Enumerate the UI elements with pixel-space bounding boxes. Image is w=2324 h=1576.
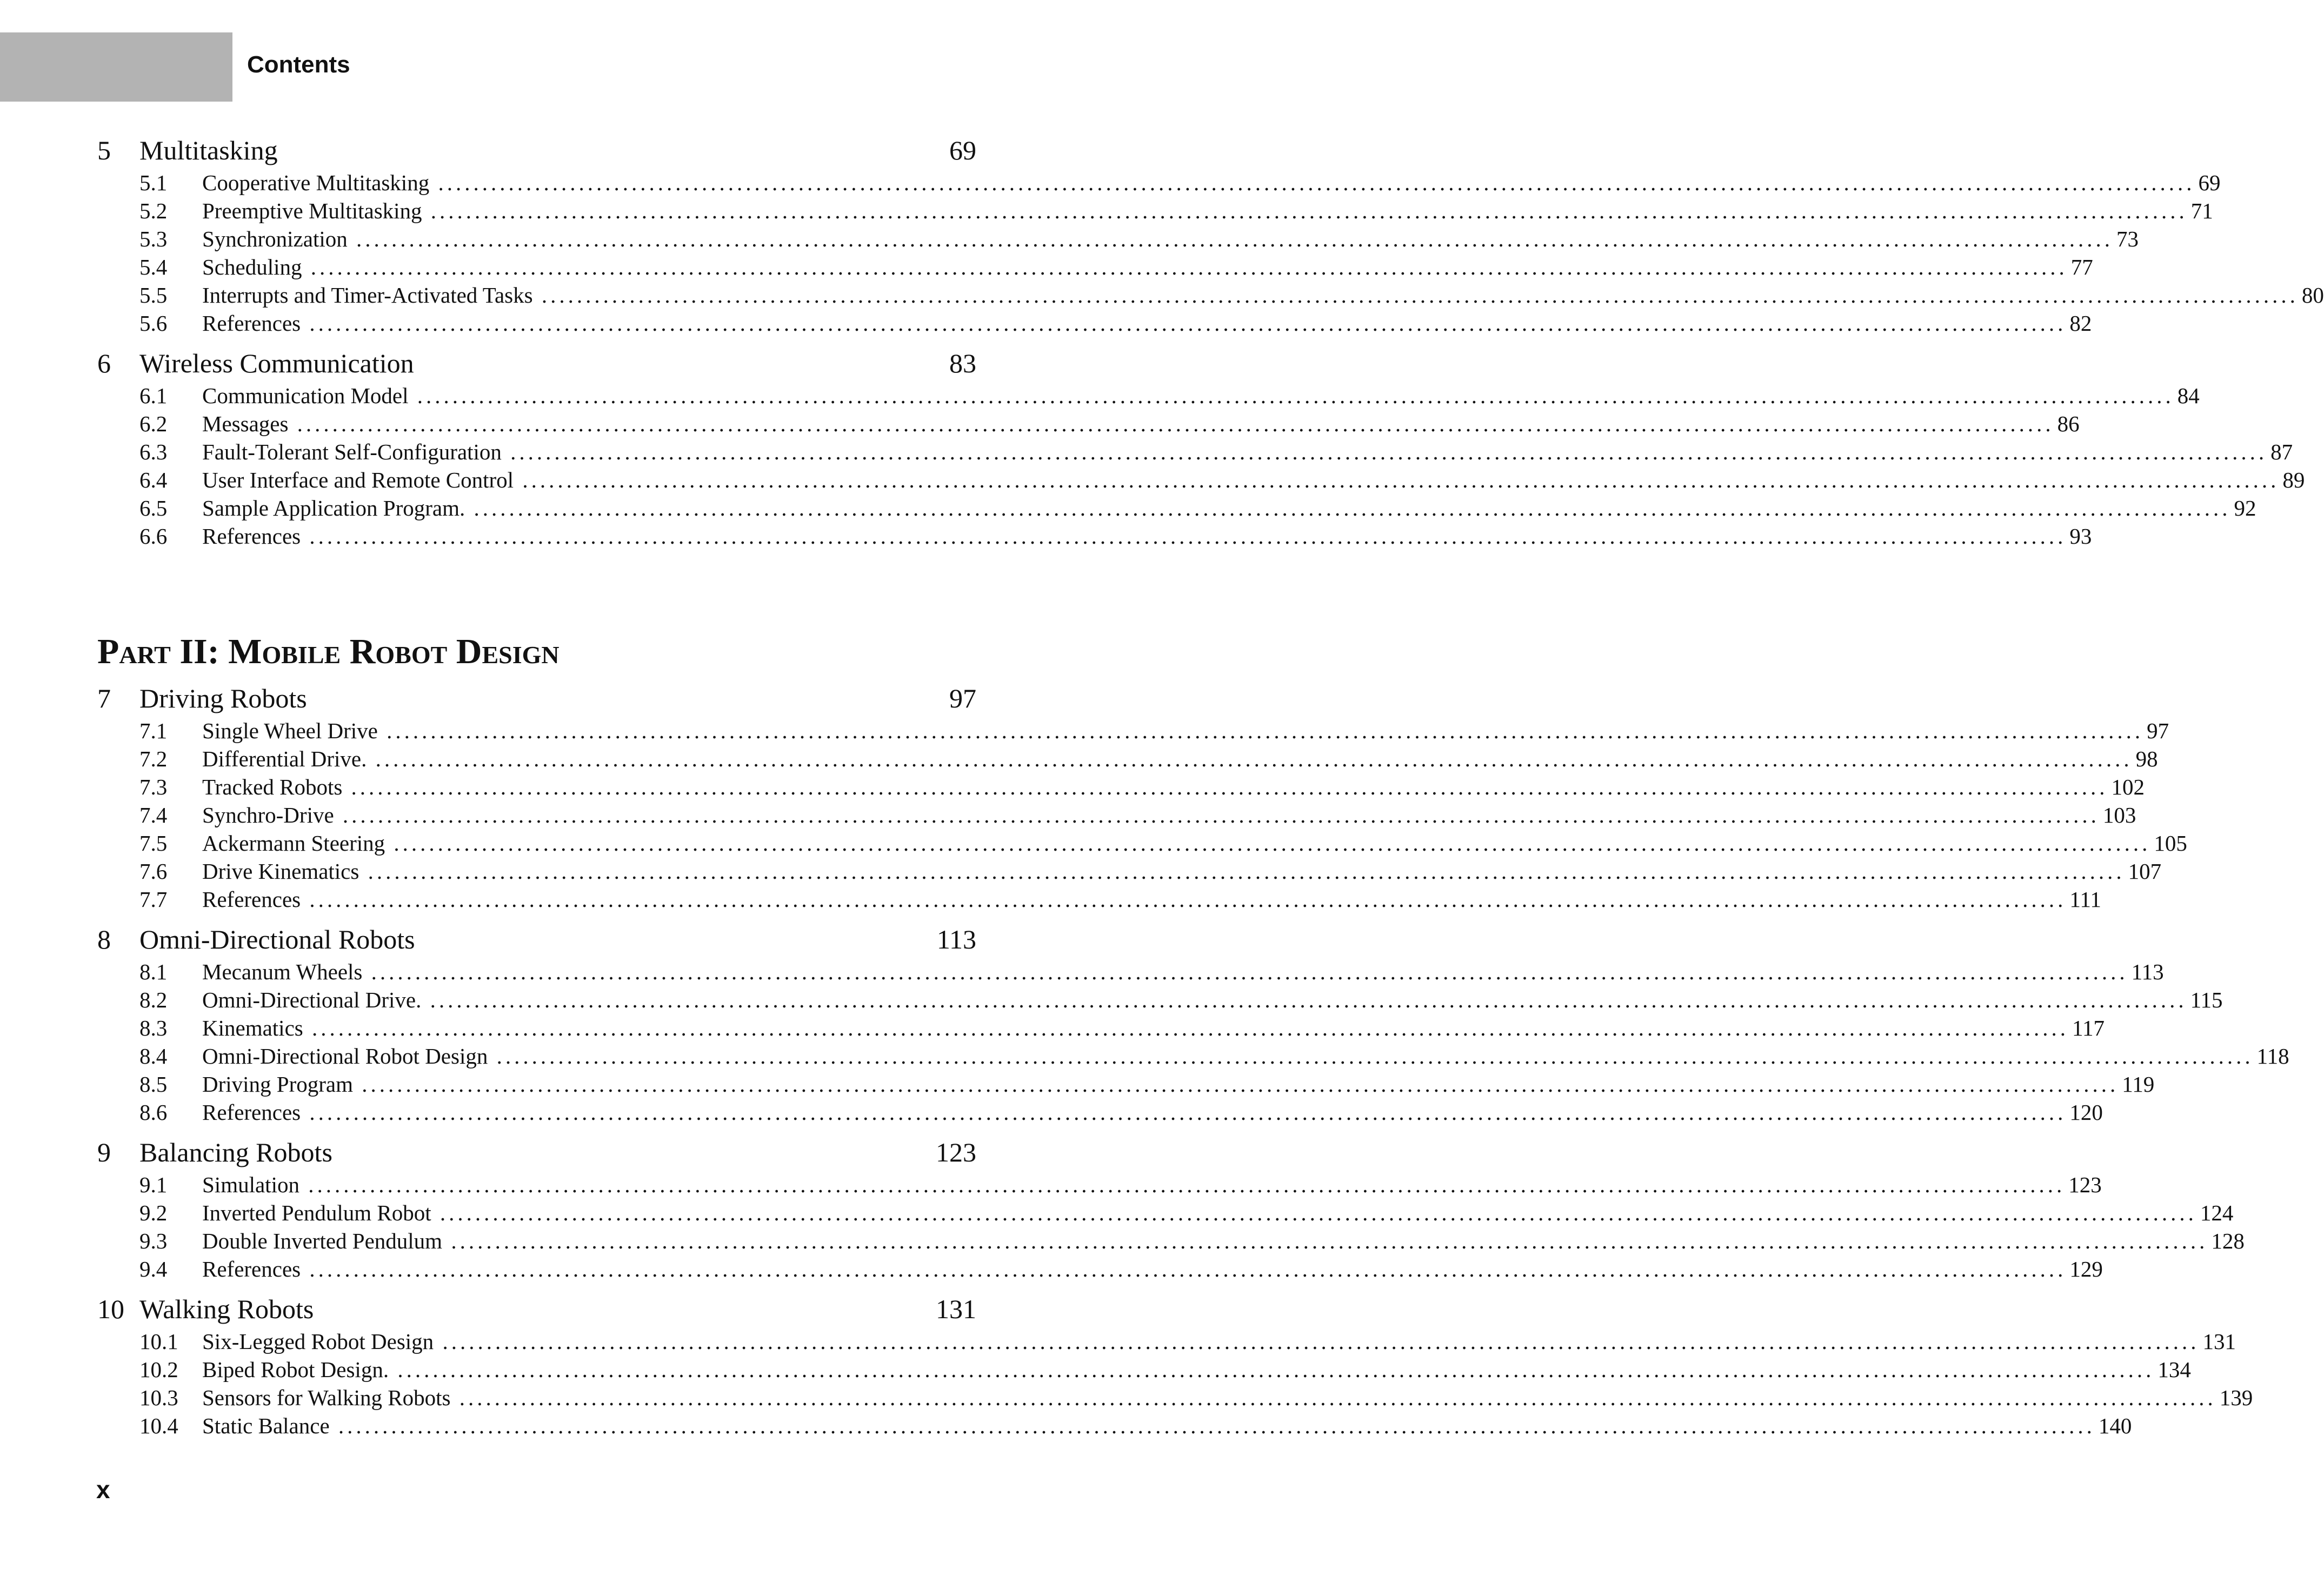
section-page: 120: [2069, 1100, 2103, 1125]
section-entry: [97, 225, 2139, 253]
section-number: 6.2: [139, 411, 168, 436]
section-title: Kinematics: [202, 1016, 303, 1040]
section-page: 105: [2154, 831, 2187, 856]
section-entry: [97, 1070, 2155, 1098]
chapter-group: [97, 345, 2305, 550]
section-entry: [97, 1355, 2191, 1384]
chapter-title: Multitasking: [139, 135, 278, 165]
dot-leader: ........................................................................................................................................................................................................: [421, 987, 2187, 1012]
section-page: 77: [2070, 255, 2093, 279]
section-title: Communication Model: [202, 383, 409, 408]
section-entry: [97, 745, 2158, 773]
section-page: 113: [2131, 959, 2164, 984]
dot-leader: ........................................................................................................................................................................................................: [465, 496, 2231, 520]
running-header-title: Contents: [247, 51, 350, 78]
chapter-entry: [97, 132, 976, 169]
section-title-with-leader: [202, 169, 2195, 197]
section-number: 9.1: [139, 1172, 168, 1197]
section-title: Scheduling: [202, 255, 302, 279]
section-number: 10.4: [139, 1413, 178, 1438]
section-title: Drive Kinematics: [202, 859, 359, 884]
section-entry: [97, 281, 2324, 309]
chapter-page: 131: [936, 1294, 976, 1324]
table-of-contents: [97, 132, 2324, 1447]
section-number: 7.7: [139, 887, 168, 912]
dot-leader: ........................................................................................................................................................................................................: [429, 170, 2195, 195]
chapter-number: 7: [97, 683, 111, 713]
section-title-with-leader: [202, 309, 2066, 337]
section-title-with-leader: [202, 438, 2267, 466]
dot-leader: ........................................................................................................................................................................................................: [359, 859, 2125, 884]
section-number: 8.3: [139, 1016, 168, 1040]
section-title-with-leader: [202, 857, 2125, 885]
chapter-entry: [97, 345, 976, 382]
dot-leader: ........................................................................................................................................................................................................: [385, 831, 2151, 856]
dot-leader: ........................................................................................................................................................................................................: [301, 1257, 2067, 1281]
section-title-with-leader: [202, 986, 2187, 1014]
chapter-entry: [97, 1291, 976, 1327]
section-entry: [97, 253, 2093, 281]
section-page: 129: [2069, 1257, 2103, 1281]
section-entry: [97, 1384, 2253, 1412]
section-page: 115: [2190, 987, 2223, 1012]
dot-leader: ........................................................................................................................................................................................................: [301, 1100, 2067, 1125]
section-title-with-leader: [202, 1070, 2119, 1098]
section-entry: [97, 197, 2213, 225]
section-title-with-leader: [202, 494, 2230, 522]
section-number: 7.3: [139, 774, 168, 799]
section-page: 92: [2234, 496, 2256, 520]
dot-leader: ........................................................................................................................................................................................................: [329, 1413, 2095, 1438]
section-number: 7.2: [139, 746, 168, 771]
section-number: 7.1: [139, 718, 168, 743]
section-number: 10.1: [139, 1329, 178, 1354]
section-title-with-leader: [202, 253, 2068, 281]
chapter-page: 97: [949, 683, 976, 713]
section-page: 87: [2270, 439, 2293, 464]
section-entry: [97, 466, 2305, 494]
dot-leader: ........................................................................................................................................................................................................: [288, 411, 2054, 436]
dot-leader: ........................................................................................................................................................................................................: [408, 383, 2174, 408]
chapter-list-part-2: [97, 680, 2289, 1440]
section-title-with-leader: [202, 1042, 2254, 1070]
dot-leader: ........................................................................................................................................................................................................: [302, 255, 2068, 279]
section-title-with-leader: [202, 225, 2113, 253]
section-entry: [97, 309, 2092, 337]
dot-leader: ........................................................................................................................................................................................................: [334, 803, 2100, 827]
chapter-group: [97, 132, 2324, 337]
section-title: Mecanum Wheels: [202, 959, 363, 984]
section-title: Messages: [202, 411, 289, 436]
chapter-number: 6: [97, 348, 111, 378]
section-number: 6.1: [139, 383, 168, 408]
section-number: 5.1: [139, 170, 168, 195]
dot-leader: ........................................................................................................................................................................................................: [299, 1172, 2066, 1197]
section-title-with-leader: [202, 1014, 2069, 1042]
section-number: 8.2: [139, 987, 168, 1012]
section-number: 9.3: [139, 1228, 168, 1253]
chapter-title: Omni-Directional Robots: [139, 924, 415, 954]
section-number: 6.3: [139, 439, 168, 464]
dot-leader: ........................................................................................................................................................................................................: [514, 468, 2280, 492]
section-entry: [97, 1327, 2236, 1355]
section-title: Sensors for Walking Robots: [202, 1385, 451, 1410]
section-title-with-leader: [202, 1384, 2216, 1412]
section-entry: [97, 1042, 2289, 1070]
section-number: 8.1: [139, 959, 168, 984]
chapter-group: [97, 680, 2187, 913]
dot-leader: ........................................................................................................................................................................................................: [347, 226, 2113, 251]
section-page: 139: [2219, 1385, 2253, 1410]
section-entry: [97, 410, 2080, 438]
section-page: 71: [2190, 198, 2213, 223]
section-number: 5.4: [139, 255, 168, 279]
dot-leader: ........................................................................................................................................................................................................: [367, 746, 2133, 771]
section-page: 128: [2211, 1228, 2245, 1253]
dot-leader: ........................................................................................................................................................................................................: [301, 524, 2067, 549]
section-title-with-leader: [202, 1227, 2208, 1255]
section-title-with-leader: [202, 829, 2150, 857]
section-number: 5.3: [139, 226, 168, 251]
section-title-with-leader: [202, 801, 2100, 829]
section-page: 119: [2122, 1072, 2155, 1097]
chapter-title: Walking Robots: [139, 1294, 314, 1324]
dot-leader: ........................................................................................................................................................................................................: [434, 1329, 2200, 1354]
section-title: Driving Program: [202, 1072, 353, 1097]
section-title: Tracked Robots: [202, 774, 343, 799]
dot-leader: ........................................................................................................................................................................................................: [342, 774, 2108, 799]
section-title: References: [202, 887, 301, 912]
section-entry: [97, 958, 2164, 986]
section-title: Interrupts and Timer-Activated Tasks: [202, 283, 533, 308]
section-title-with-leader: [202, 466, 2279, 494]
section-title: Preemptive Multitasking: [202, 198, 422, 223]
section-title-with-leader: [202, 1098, 2066, 1126]
section-page: 118: [2256, 1044, 2289, 1069]
section-title: Omni-Directional Robot Design: [202, 1044, 488, 1069]
dot-leader: ........................................................................................................................................................................................................: [431, 1200, 2197, 1225]
section-title: Sample Application Program.: [202, 496, 465, 520]
section-title: Double Inverted Pendulum: [202, 1228, 443, 1253]
section-title-with-leader: [202, 197, 2188, 225]
section-number: 7.4: [139, 803, 168, 827]
section-title-with-leader: [202, 281, 2299, 309]
section-title-with-leader: [202, 1327, 2199, 1355]
section-page: 80: [2301, 283, 2324, 308]
section-entry: [97, 438, 2293, 466]
section-page: 82: [2069, 311, 2092, 336]
section-entry: [97, 829, 2187, 857]
section-title-with-leader: [202, 885, 2066, 913]
section-title-with-leader: [202, 1355, 2154, 1384]
chapter-page: 83: [949, 348, 976, 378]
section-number: 10.2: [139, 1357, 178, 1382]
section-title-with-leader: [202, 1412, 2095, 1440]
section-title: Biped Robot Design.: [202, 1357, 389, 1382]
section-entry: [97, 986, 2223, 1014]
section-entry: [97, 382, 2200, 410]
section-page: 134: [2157, 1357, 2191, 1382]
section-page: 117: [2072, 1016, 2105, 1040]
section-entry: [97, 717, 2169, 745]
section-title: References: [202, 1257, 301, 1281]
chapter-number: 10: [97, 1294, 124, 1324]
section-page: 98: [2135, 746, 2158, 771]
section-number: 6.4: [139, 468, 168, 492]
section-title: Cooperative Multitasking: [202, 170, 430, 195]
section-title-with-leader: [202, 410, 2054, 438]
dot-leader: ........................................................................................................................................................................................................: [501, 439, 2268, 464]
section-number: 8.5: [139, 1072, 168, 1097]
section-number: 5.5: [139, 283, 168, 308]
chapter-group: [97, 1134, 2245, 1283]
dot-leader: ........................................................................................................................................................................................................: [377, 718, 2144, 743]
section-entry: [97, 885, 2101, 913]
section-page: 140: [2098, 1413, 2132, 1438]
dot-leader: ........................................................................................................................................................................................................: [488, 1044, 2254, 1069]
section-page: 102: [2111, 774, 2145, 799]
section-entry: [97, 1255, 2103, 1283]
section-entry: [97, 1171, 2102, 1199]
section-title-with-leader: [202, 717, 2143, 745]
section-page: 69: [2198, 170, 2221, 195]
chapter-group: [97, 921, 2289, 1126]
section-title-with-leader: [202, 958, 2128, 986]
section-title-with-leader: [202, 1199, 2197, 1227]
section-title-with-leader: [202, 745, 2133, 773]
section-number: 7.5: [139, 831, 168, 856]
page-number: x: [96, 1475, 110, 1504]
section-page: 73: [2116, 226, 2139, 251]
section-entry: [97, 169, 2221, 197]
section-entry: [97, 773, 2145, 801]
section-page: 111: [2069, 887, 2101, 912]
section-page: 131: [2202, 1329, 2236, 1354]
section-title: Differential Drive.: [202, 746, 367, 771]
section-page: 84: [2177, 383, 2200, 408]
chapter-number: 9: [97, 1137, 111, 1167]
dot-leader: ........................................................................................................................................................................................................: [450, 1385, 2216, 1410]
section-number: 10.3: [139, 1385, 178, 1410]
section-entry: [97, 1227, 2245, 1255]
section-title-with-leader: [202, 1255, 2066, 1283]
section-title: Six-Legged Robot Design: [202, 1329, 434, 1354]
section-page: 103: [2102, 803, 2136, 827]
section-title-with-leader: [202, 1171, 2065, 1199]
section-entry: [97, 857, 2162, 885]
section-title: Omni-Directional Drive.: [202, 987, 422, 1012]
dot-leader: ........................................................................................................................................................................................................: [301, 311, 2067, 336]
section-number: 6.5: [139, 496, 168, 520]
chapter-title: Wireless Communication: [139, 348, 414, 378]
section-title: Ackermann Steering: [202, 831, 385, 856]
section-number: 8.4: [139, 1044, 168, 1069]
chapter-page: 69: [949, 135, 976, 165]
section-page: 124: [2200, 1200, 2234, 1225]
section-page: 123: [2068, 1172, 2102, 1197]
dot-leader: ........................................................................................................................................................................................................: [389, 1357, 2155, 1382]
section-entry: [97, 801, 2136, 829]
section-entry: [97, 1412, 2132, 1440]
dot-leader: ........................................................................................................................................................................................................: [362, 959, 2128, 984]
section-title: References: [202, 524, 301, 549]
section-title: References: [202, 311, 301, 336]
section-title: Static Balance: [202, 1413, 330, 1438]
chapter-page: 123: [936, 1137, 976, 1167]
section-title: Synchro-Drive: [202, 803, 334, 827]
dot-leader: ........................................................................................................................................................................................................: [353, 1072, 2119, 1097]
chapter-number: 8: [97, 924, 111, 954]
section-title: Fault-Tolerant Self-Configuration: [202, 439, 502, 464]
section-number: 5.6: [139, 311, 168, 336]
chapter-entry: [97, 1134, 976, 1171]
section-title: Inverted Pendulum Robot: [202, 1200, 431, 1225]
section-title-with-leader: [202, 522, 2066, 550]
section-number: 8.6: [139, 1100, 168, 1125]
chapter-entry: [97, 921, 976, 958]
dot-leader: ........................................................................................................................................................................................................: [303, 1016, 2069, 1040]
chapter-page: 113: [936, 924, 976, 954]
section-title: References: [202, 1100, 301, 1125]
section-entry: [97, 1014, 2105, 1042]
section-title: User Interface and Remote Control: [202, 468, 514, 492]
section-title: Simulation: [202, 1172, 299, 1197]
chapter-title: Driving Robots: [139, 683, 307, 713]
dot-leader: ........................................................................................................................................................................................................: [532, 283, 2299, 308]
section-page: 89: [2282, 468, 2305, 492]
section-entry: [97, 494, 2256, 522]
section-number: 9.4: [139, 1257, 168, 1281]
dot-leader: ........................................................................................................................................................................................................: [301, 887, 2067, 912]
section-title-with-leader: [202, 773, 2108, 801]
section-number: 6.6: [139, 524, 168, 549]
section-title: Synchronization: [202, 226, 348, 251]
chapter-entry: [97, 680, 976, 717]
section-page: 93: [2069, 524, 2092, 549]
section-title: Single Wheel Drive: [202, 718, 378, 743]
dot-leader: ........................................................................................................................................................................................................: [422, 198, 2188, 223]
section-page: 107: [2128, 859, 2162, 884]
chapter-group: [97, 1291, 2253, 1440]
part-heading: Part II: Mobile Robot Design: [97, 632, 560, 671]
section-page: 97: [2147, 718, 2169, 743]
dot-leader: ........................................................................................................................................................................................................: [442, 1228, 2208, 1253]
section-page: 86: [2057, 411, 2080, 436]
chapter-list-part-1: [97, 132, 2324, 550]
section-title-with-leader: [202, 382, 2174, 410]
section-entry: [97, 522, 2092, 550]
section-number: 5.2: [139, 198, 168, 223]
section-number: 9.2: [139, 1200, 168, 1225]
section-number: 7.6: [139, 859, 168, 884]
chapter-number: 5: [97, 135, 111, 165]
section-entry: [97, 1199, 2234, 1227]
section-entry: [97, 1098, 2103, 1126]
chapter-title: Balancing Robots: [139, 1137, 332, 1167]
header-bar: [0, 32, 232, 102]
